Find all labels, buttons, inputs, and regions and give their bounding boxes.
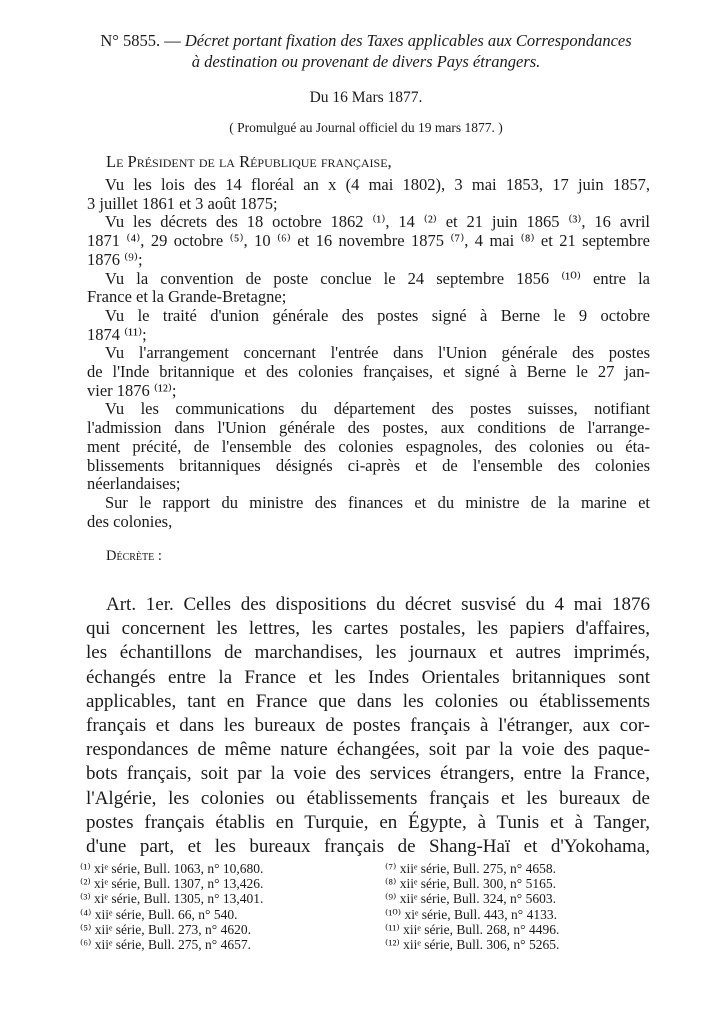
article-line: français et dans les bureaux de postes français à l'étranger, aux cor- — [86, 715, 650, 736]
decree-number: N° 5855. — — [100, 31, 185, 50]
decree-date: Du 16 Mars 1877. — [309, 89, 423, 106]
footnote: ⁽⁶⁾ xiiᵉ série, Bull. 275, n° 4657. — [80, 937, 251, 952]
preamble-line: blissements britanniques désignés ci-après et de l'ensemble des colonies — [87, 455, 650, 475]
preamble-line: 1876 ⁽⁹⁾; — [87, 249, 143, 269]
preamble-line: Vu l'arrangement concernant l'entrée dans l'Union générale des postes — [105, 343, 650, 363]
decree-title-line2: à destination ou provenant de divers Pays étrangers. — [191, 52, 541, 71]
preamble-line: néerlandaises; — [87, 474, 181, 494]
footnote: ⁽⁷⁾ xiiᵉ série, Bull. 275, n° 4658. — [385, 861, 556, 876]
article-line: les échantillons de marchandises, les journaux et autres imprimés, — [86, 642, 650, 664]
preamble-line: Vu le traité d'union générale des postes signé à Berne le 9 octobre — [105, 305, 650, 325]
preamble-line: 1874 ⁽¹¹⁾; — [87, 324, 147, 344]
decrete-heading: Décrète : — [106, 548, 162, 564]
preamble-line: Vu les décrets des 18 octobre 1862 ⁽¹⁾, 14 ⁽²⁾ et 21 juin 1865 ⁽³⁾, 16 avril — [105, 212, 650, 232]
president-heading: Le Président de la République française, — [106, 152, 392, 171]
preamble-line: vier 1876 ⁽¹²⁾; — [87, 380, 177, 400]
preamble-line: de l'Inde britannique et des colonies françaises, et signé à Berne le 27 jan- — [87, 362, 650, 381]
decree-title: Décret portant fixation des Taxes applicables aux Correspondances — [184, 31, 632, 50]
footnote: ⁽⁹⁾ xiiᵉ série, Bull. 324, n° 5603. — [385, 891, 556, 907]
footnote: ⁽²⁾ xiᵉ série, Bull. 1307, n° 13,426. — [80, 876, 264, 892]
decree-title-line1 — [60, 31, 672, 50]
article-line: Art. 1er. Celles des dispositions du décret susvisé du 4 mai 1876 — [106, 594, 650, 615]
article-line: échangés entre la France et les Indes Orientales britanniques sont — [86, 666, 650, 688]
preamble-line: Vu les lois des 14 floréal an x (4 mai 1802), 3 mai 1853, 17 juin 1857, — [105, 175, 650, 194]
footnote: ⁽⁸⁾ xiiᵉ série, Bull. 300, n° 5165. — [385, 876, 556, 892]
preamble-line: France et la Grande-Bretagne; — [87, 287, 287, 307]
preamble-line: Vu les communications du département des postes suisses, notifiant — [105, 399, 650, 419]
footnote: ⁽¹⁰⁾ xiᵉ série, Bull. 443, n° 4133. — [385, 906, 557, 922]
footnote: ⁽⁴⁾ xiiᵉ série, Bull. 66, n° 540. — [80, 906, 238, 922]
promulgation-note: ( Promulgué au Journal officiel du 19 mars 1877. ) — [229, 120, 503, 135]
article-line: l'Algérie, les colonies ou établissements français et les bureaux de — [86, 787, 650, 809]
article-line: applicables, tant en France que dans les colonies ou établissements — [86, 690, 650, 712]
preamble-line: 3 juillet 1861 et 3 août 1875; — [87, 193, 278, 213]
preamble-line: Sur le rapport du ministre des finances et du ministre de la marine et — [105, 492, 650, 512]
preamble-line: des colonies, — [87, 511, 173, 531]
footnote: ⁽¹²⁾ xiiᵉ série, Bull. 306, n° 5265. — [385, 937, 560, 952]
article-line: d'une part, et les bureaux français de Shang-Haï et d'Yokohama, — [86, 836, 650, 857]
preamble-line: ment précité, de l'ensemble des colonies espagnoles, des colonies ou éta- — [87, 436, 650, 456]
article-line: postes français établis en Turquie, en Égypte, à Tunis et à Tanger, — [86, 811, 650, 833]
preamble-line: l'admission dans l'Union générale des postes, aux conditions de l'arrange- — [87, 418, 650, 438]
preamble-line: 1871 ⁽⁴⁾, 29 octobre ⁽⁵⁾, 10 ⁽⁶⁾ et 16 novembre 1875 ⁽⁷⁾, 4 mai ⁽⁸⁾ et 21 septembre — [87, 231, 650, 251]
footnote: ⁽¹¹⁾ xiiᵉ série, Bull. 268, n° 4496. — [385, 921, 560, 937]
footnote: ⁽³⁾ xiᵉ série, Bull. 1305, n° 13,401. — [80, 891, 264, 907]
article-line: respondances de même nature échangées, soit par la voie des paque- — [86, 739, 650, 761]
footnote: ⁽⁵⁾ xiiᵉ série, Bull. 273, n° 4620. — [80, 921, 251, 937]
article-line: bots français, soit par la voie des services étrangers, entre la France, — [86, 763, 650, 785]
article-line: qui concernent les lettres, les cartes postales, les papiers d'affaires, — [86, 618, 650, 640]
preamble-line: Vu la convention de poste conclue le 24 septembre 1856 ⁽¹⁰⁾ entre la — [105, 268, 650, 288]
footnote: ⁽¹⁾ xiᵉ série, Bull. 1063, n° 10,680. — [80, 861, 264, 876]
